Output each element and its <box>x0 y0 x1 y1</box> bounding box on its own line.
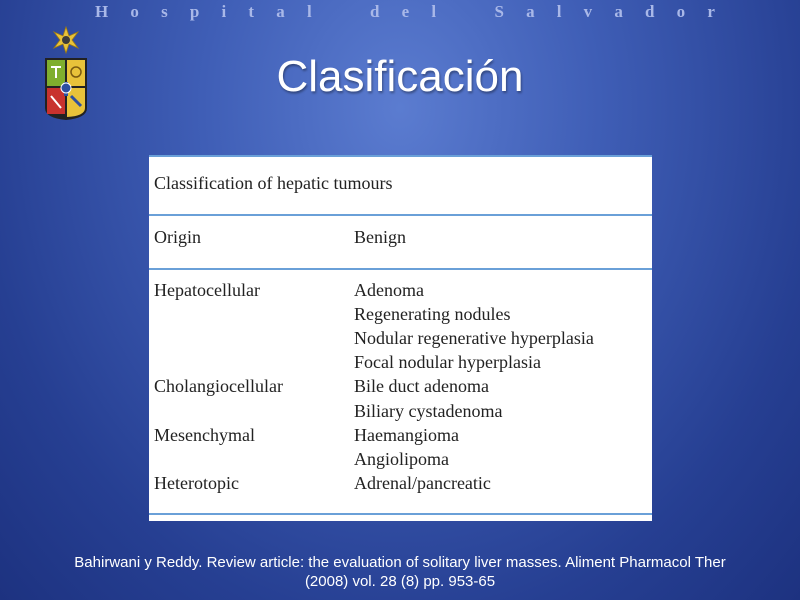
row-benign-item: Haemangioma <box>354 425 459 445</box>
header-letter: o <box>676 2 686 21</box>
table-caption: Classification of hepatic tumours <box>154 173 393 193</box>
row-benign-item: Regenerating nodules <box>354 304 511 324</box>
column-header-benign: Benign <box>354 227 406 247</box>
citation-line-1: Bahirwani y Reddy. Review article: the evaluation of solitary liver masses. Aliment Pharmacol Ther <box>74 554 726 571</box>
table-top-rule <box>149 155 652 157</box>
header-letter: a <box>614 2 623 21</box>
header-letter: l <box>306 2 312 21</box>
header-letter: d <box>645 2 655 21</box>
table-bottom-rule <box>149 513 652 515</box>
header-letter: r <box>707 2 715 21</box>
header-letter: i <box>221 2 227 21</box>
hospital-header <box>95 0 715 24</box>
header-letter: a <box>526 2 535 21</box>
table-rule <box>149 268 652 270</box>
header-letter: a <box>276 2 285 21</box>
header-letter: s <box>161 2 168 21</box>
header-letter: S <box>494 2 504 21</box>
header-letter: e <box>401 2 410 21</box>
header-letter: l <box>431 2 437 21</box>
row-benign-item: Nodular regenerative hyperplasia <box>354 328 594 348</box>
row-benign-item: Biliary cystadenoma <box>354 401 503 421</box>
header-letter: H <box>95 2 109 21</box>
header-letter: v <box>583 2 593 21</box>
row-benign-item: Focal nodular hyperplasia <box>354 352 541 372</box>
header-letter: o <box>130 2 139 21</box>
row-origin: Cholangiocellular <box>154 376 283 396</box>
row-origin: Hepatocellular <box>154 280 260 300</box>
slide-title: Clasificación <box>276 52 524 101</box>
citation-footer <box>0 553 800 591</box>
header-letter: l <box>556 2 562 21</box>
table-rule <box>149 214 652 216</box>
column-header-origin: Origin <box>154 227 201 247</box>
header-letter: p <box>189 2 200 21</box>
row-benign-item: Adrenal/pancreatic <box>354 473 491 493</box>
row-origin: Mesenchymal <box>154 425 255 445</box>
classification-table <box>149 155 652 521</box>
row-benign-item: Bile duct adenoma <box>354 376 489 396</box>
row-benign-item: Adenoma <box>354 280 424 300</box>
row-origin: Heterotopic <box>154 473 239 493</box>
header-letter: d <box>370 2 380 21</box>
row-benign-item: Angiolipoma <box>354 449 449 469</box>
citation-line-2: (2008) vol. 28 (8) pp. 953-65 <box>304 573 496 590</box>
header-letter: t <box>248 2 255 21</box>
